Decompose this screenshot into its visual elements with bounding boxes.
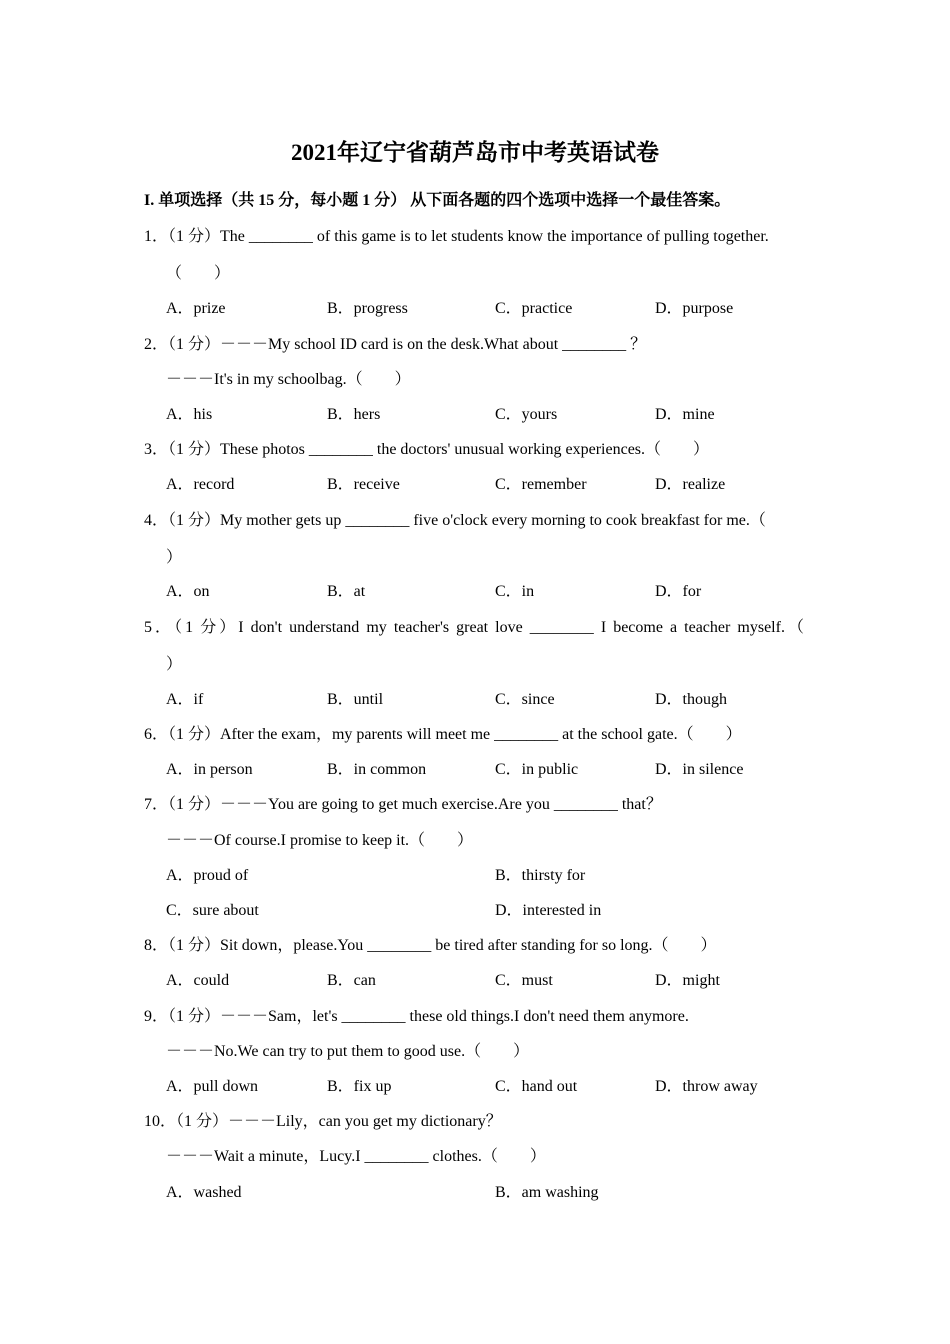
question-3-option-b: B．receive	[327, 476, 400, 493]
question-1-bracket: （ ）	[166, 265, 231, 282]
question-9-stem: 9．（1 分）－－－Sam，let's ________ these old things.I don't need them anymore.	[144, 1008, 689, 1025]
question-5-bracket: ）	[166, 656, 183, 673]
question-4-option-b: B．at	[327, 583, 366, 600]
question-3-option-a: A．record	[166, 476, 235, 493]
question-8-option-d: D．might	[655, 972, 720, 989]
question-9-option-a: A．pull down	[166, 1078, 259, 1095]
section-heading: I. 单项选择（共 15 分，每小题 1 分） 从下面各题的四个选项中选择一个最佳答案。	[144, 192, 731, 209]
question-2-reply: －－－It's in my schoolbag.（ ）	[166, 371, 411, 388]
question-10-stem: 10．（1 分）－－－Lily，can you get my dictionary？	[144, 1113, 502, 1130]
question-4-option-c: C．in	[495, 583, 535, 600]
question-10-option-a: A．washed	[166, 1184, 242, 1201]
question-5-option-d: D．though	[655, 691, 728, 708]
question-7-reply: －－－Of course.I promise to keep it.（ ）	[166, 832, 474, 849]
question-6-option-c: C．in public	[495, 761, 579, 778]
question-5-option-b: B．until	[327, 691, 384, 708]
question-1-option-a: A．prize	[166, 300, 226, 317]
question-9-option-b: B．fix up	[327, 1078, 392, 1095]
question-3-option-d: D．realize	[655, 476, 726, 493]
question-4-option-a: A．on	[166, 583, 210, 600]
question-10-option-b: B．am washing	[495, 1184, 599, 1201]
question-6-option-b: B．in common	[327, 761, 427, 778]
question-6-option-d: D．in silence	[655, 761, 744, 778]
question-5-option-c: C．since	[495, 691, 555, 708]
question-7-option-b: B．thirsty for	[495, 867, 586, 884]
question-7-option-c: C．sure about	[166, 902, 259, 919]
page-title: 2021年辽宁省葫芦岛市中考英语试卷	[291, 140, 659, 165]
question-1-option-b: B．progress	[327, 300, 408, 317]
question-2-option-a: A．his	[166, 406, 213, 423]
question-4-bracket: ）	[166, 549, 183, 566]
question-7-option-a: A．proud of	[166, 867, 249, 884]
question-1-option-c: C．practice	[495, 300, 573, 317]
question-8-stem: 8．（1 分）Sit down，please.You ________ be tired after standing for so long.（ ）	[144, 937, 717, 954]
question-10-reply: －－－Wait a minute，Lucy.I ________ clothes.（ ）	[166, 1148, 546, 1165]
question-3-option-c: C．remember	[495, 476, 587, 493]
question-9-reply: －－－No.We can try to put them to good use.（ ）	[166, 1043, 530, 1060]
question-8-option-c: C．must	[495, 972, 553, 989]
question-8-option-b: B．can	[327, 972, 376, 989]
question-2-option-d: D．mine	[655, 406, 715, 423]
question-6-stem: 6．（1 分）After the exam，my parents will meet me ________ at the school gate.（ ）	[144, 726, 742, 743]
question-5-stem: 5．（1 分）I don't understand my teacher's great love ________ I become a teacher myself.（	[144, 619, 804, 636]
question-3-stem: 3．（1 分）These photos ________ the doctors' unusual working experiences.（ ）	[144, 441, 710, 458]
question-9-option-d: D．throw away	[655, 1078, 758, 1095]
question-2-option-b: B．hers	[327, 406, 381, 423]
question-8-option-a: A．could	[166, 972, 230, 989]
question-7-stem: 7．（1 分）－－－You are going to get much exercise.Are you ________ that？	[144, 796, 662, 813]
question-5-option-a: A．if	[166, 691, 204, 708]
question-2-option-c: C．yours	[495, 406, 558, 423]
question-1-stem: 1．（1 分）The ________ of this game is to let students know the importance of pulling together.	[144, 228, 769, 245]
question-4-option-d: D．for	[655, 583, 702, 600]
question-7-option-d: D．interested in	[495, 902, 602, 919]
question-9-option-c: C．hand out	[495, 1078, 578, 1095]
question-2-stem: 2．（1 分）－－－My school ID card is on the desk.What about ________ ？	[144, 336, 647, 353]
question-6-option-a: A．in person	[166, 761, 253, 778]
question-4-stem: 4．（1 分）My mother gets up ________ five o'clock every morning to cook breakfast for me.（	[144, 512, 766, 529]
question-1-option-d: D．purpose	[655, 300, 734, 317]
